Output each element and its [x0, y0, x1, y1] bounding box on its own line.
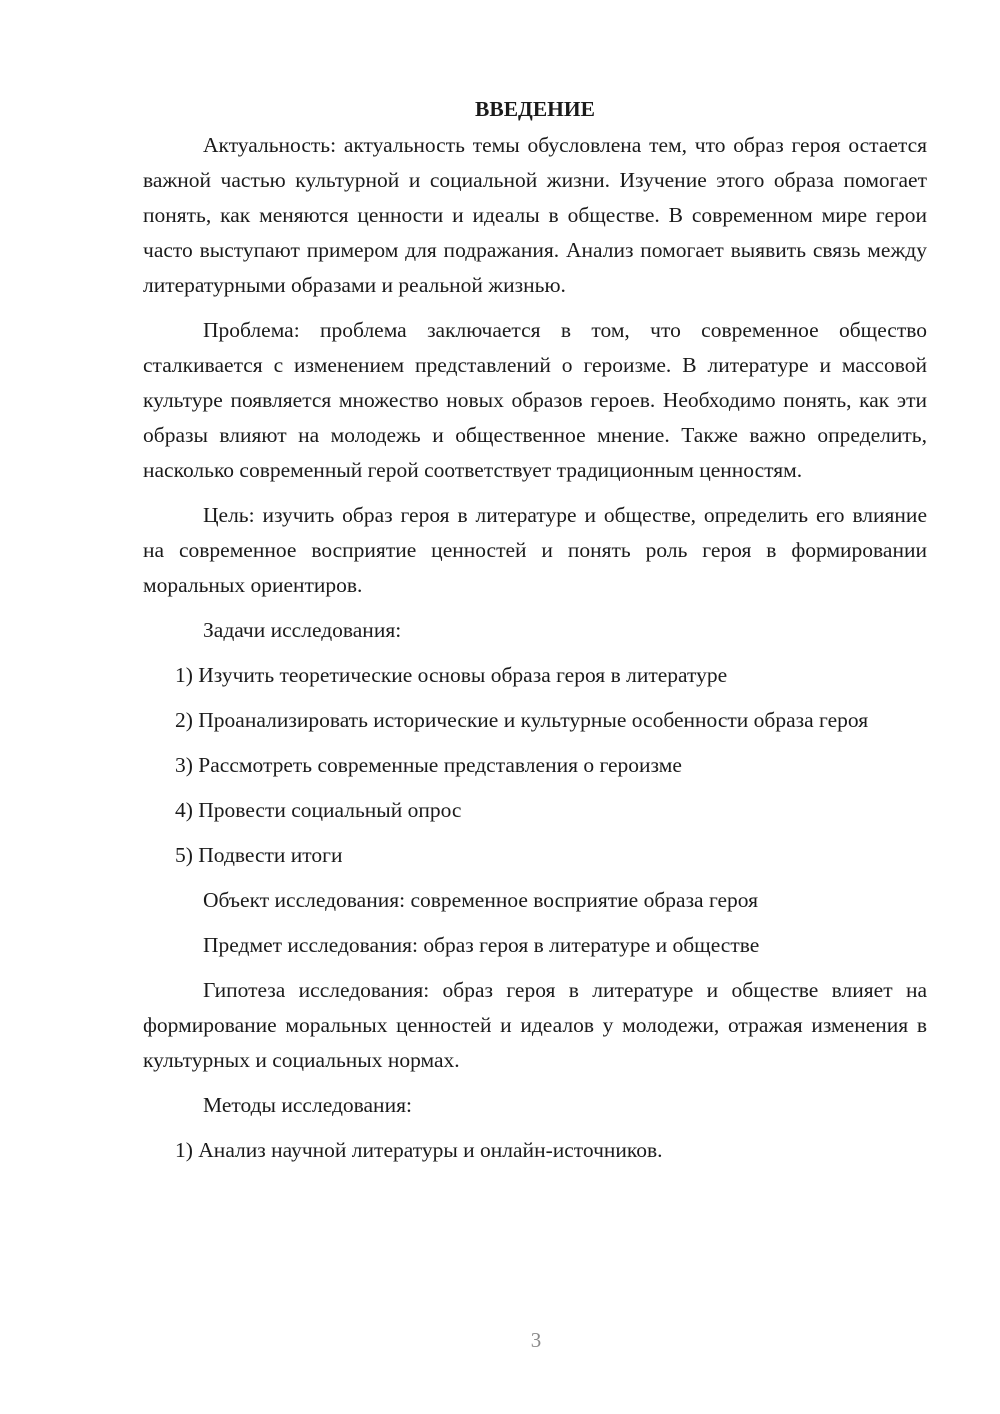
task-item-4: 4) Провести социальный опрос — [175, 798, 462, 822]
task-item-1: 1) Изучить теоретические основы образа героя в литературе — [175, 663, 728, 687]
goal-paragraph: Цель: изучить образ героя в литературе и обществе, определить его влияние на современное восприятие ценностей и понять роль героя в формировании моральных ориентиров. — [143, 503, 927, 597]
methods-heading: Методы исследования: — [203, 1093, 412, 1117]
task-item-3: 3) Рассмотреть современные представления о героизме — [175, 753, 682, 777]
problem-paragraph: Проблема: проблема заключается в том, что современное общество сталкивается с изменением представлений о героизме. В литературе и массовой культуре появляется множество новых образов героев. Необходимо понять, как эти образы влияют на молодежь и общественное мнение. Также важно определить, насколько современный герой соответствует традиционным ценностям. — [143, 318, 927, 482]
object-paragraph: Объект исследования: современное восприятие образа героя — [203, 888, 759, 912]
page-number: 3 — [530, 1328, 542, 1352]
relevance-paragraph: Актуальность: актуальность темы обусловлена тем, что образ героя остается важной частью культурной и социальной жизни. Изучение этого образа помогает понять, как меняются ценности и идеалы в обществе. В современном мире герои часто выступают примером для подражания. Анализ помогает выявить связь между литературными образами и реальной жизнью. — [143, 133, 927, 297]
subject-paragraph: Предмет исследования: образ героя в литературе и обществе — [203, 933, 760, 957]
method-item-1: 1) Анализ научной литературы и онлайн-источников. — [175, 1138, 663, 1162]
section-heading: ВВЕДЕНИЕ — [475, 97, 595, 121]
tasks-heading: Задачи исследования: — [203, 618, 402, 642]
task-item-2: 2) Проанализировать исторические и культурные особенности образа героя — [175, 708, 869, 732]
task-item-5: 5) Подвести итоги — [175, 843, 343, 867]
hypothesis-paragraph: Гипотеза исследования: образ героя в литературе и обществе влияет на формирование моральных ценностей и идеалов у молодежи, отражая изменения в культурных и социальных нормах. — [143, 978, 927, 1072]
page-content — [143, 92, 927, 1178]
